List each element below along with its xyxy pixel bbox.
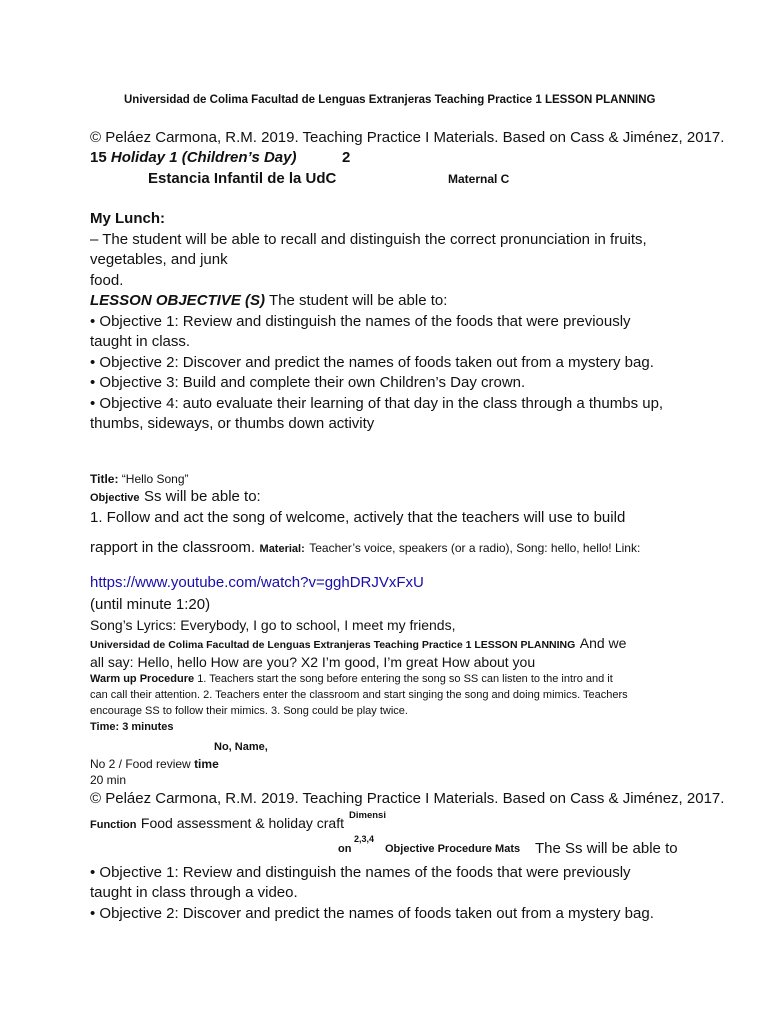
objective-1-line-2: taught in class. (90, 333, 191, 350)
function-label: Function (90, 819, 137, 831)
objectives2-2: • Objective 2: Discover and predict the names of foods taken out from a mystery bag. (90, 905, 654, 922)
activity-objective-item: 1. Follow and act the song of welcome, actively that the teachers will use to build (90, 509, 626, 526)
rapport-line (90, 539, 640, 557)
rapport-text: rapport in the classroom. (90, 539, 256, 556)
lyrics-continued-1: And we (579, 635, 627, 651)
column-labels: Objective Procedure Mats (385, 843, 521, 855)
function-value: Food assessment & holiday craft (140, 815, 344, 831)
procedure-line-1 (90, 673, 613, 685)
class-number: 15 (90, 149, 107, 166)
activity-title-line (90, 472, 189, 486)
procedure-text-1: 1. Teachers start the song before entering the song so SS can listen to the intro and it (197, 673, 613, 685)
lunch-line-2: vegetables, and junk (90, 251, 228, 268)
procedure-line-2: can call their attention. 2. Teachers enter the classroom and start singing the song and doing mimics. Teachers (90, 689, 628, 701)
function-line (90, 815, 344, 833)
lunch-line-3: food. (90, 272, 124, 289)
until-minute: (until minute 1:20) (90, 596, 211, 613)
header-repeat: Universidad de Colima Facultad de Lenguas Extranjeras Teaching Practice 1 LESSON PLANNING (90, 639, 576, 651)
lyrics-continued-2: all say: Hello, hello How are you? X2 I’m good, I’m great How about you (90, 654, 536, 670)
copyright-line: © Peláez Carmona, R.M. 2019. Teaching Practice I Materials. Based on Cass & Jiménez, 2017. (90, 129, 725, 146)
activity-objective-line (90, 488, 261, 506)
group-name: Maternal C (448, 172, 510, 186)
activity-objective-intro: Ss will be able to: (143, 488, 261, 505)
procedure-label: Warm up Procedure (90, 673, 195, 685)
document-header: Universidad de Colima Facultad de Lenguas Extranjeras Teaching Practice 1 LESSON PLANNING (124, 94, 656, 106)
dimension-top: Dimensi (349, 810, 386, 821)
header-repeat-line (90, 635, 626, 653)
lunch-line-1: – The student will be able to recall and distinguish the correct pronunciation in fruits, (90, 231, 647, 248)
copyright-line-2: © Peláez Carmona, R.M. 2019. Teaching Practice I Materials. Based on Cass & Jiménez, 2017. (90, 790, 725, 807)
ss-able-to: The Ss will be able to (535, 840, 678, 857)
objective-2: • Objective 2: Discover and predict the names of foods taken out from a mystery bag. (90, 354, 654, 371)
activity-title-value: “Hello Song” (121, 472, 189, 486)
lesson-objective-label: LESSON OBJECTIVE (S) (90, 292, 266, 309)
activity-objective-label: Objective (90, 492, 140, 504)
food-review-label: No 2 / Food review (90, 757, 191, 771)
activity-time: Time: 3 minutes (90, 721, 174, 733)
objectives-reference: 2,3,4 (354, 834, 375, 844)
objective-4-line-2: thumbs, sideways, or thumbs down activity (90, 415, 375, 432)
class-line (90, 149, 296, 166)
youtube-link[interactable]: https://www.youtube.com/watch?v=gghDRJVxFxU (90, 574, 424, 591)
material-value: Teacher’s voice, speakers (or a radio), Song: hello, hello! Link: (309, 541, 641, 555)
objectives2-1-line-2: taught in class through a video. (90, 884, 298, 901)
food-review-row (90, 757, 219, 771)
no-name-header: No, Name, (214, 741, 268, 753)
objective-3: • Objective 3: Build and complete their own Children’s Day crown. (90, 374, 526, 391)
objectives2-1-line-1: • Objective 1: Review and distinguish the names of the foods that were previously (90, 864, 631, 881)
time-label: time (194, 757, 219, 771)
time-value: 20 min (90, 773, 127, 787)
lesson-objective-line (90, 292, 447, 309)
objective-1-line-1: • Objective 1: Review and distinguish the names of the foods that were previously (90, 313, 631, 330)
class-count: 2 (342, 149, 351, 166)
song-lyrics: Song’s Lyrics: Everybody, I go to school, I meet my friends, (90, 617, 456, 633)
objective-4-line-1: • Objective 4: auto evaluate their learning of that day in the class through a thumbs up, (90, 395, 664, 412)
material-label: Material: (259, 543, 305, 555)
class-title: Holiday 1 (Children’s Day) (110, 149, 297, 166)
procedure-line-3: encourage SS to follow their mimics. 3. Song could be play twice. (90, 705, 408, 717)
dimension-bottom: on (338, 843, 352, 855)
activity-title-label: Title: (90, 472, 119, 486)
lesson-objective-intro: The student will be able to: (268, 292, 448, 309)
lunch-heading: My Lunch: (90, 210, 165, 227)
school-name: Estancia Infantil de la UdC (148, 170, 337, 187)
